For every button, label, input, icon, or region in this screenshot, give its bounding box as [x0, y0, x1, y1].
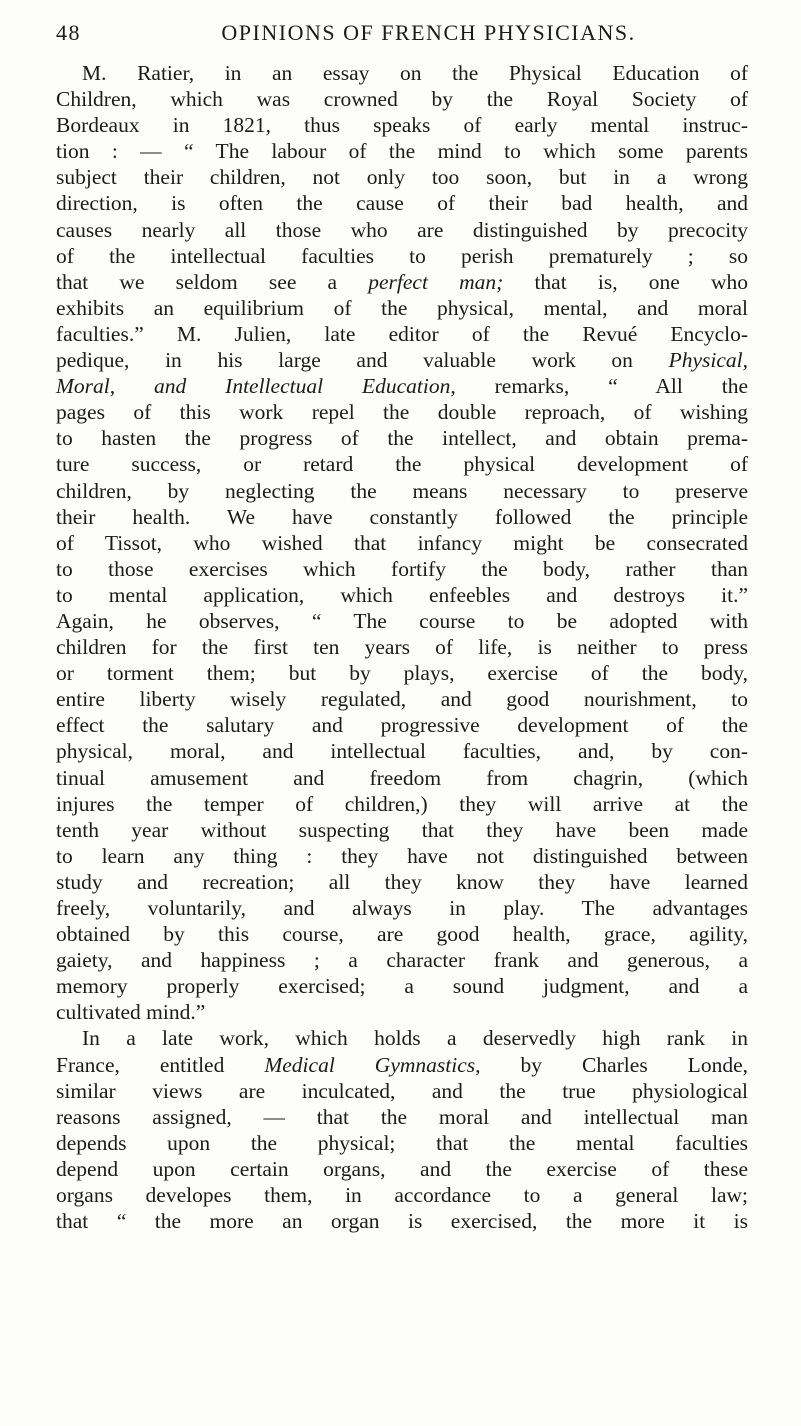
text-line: to hasten the progress of the intellect, and obtain prema- [56, 426, 748, 451]
text-line: study and recreation; all they know they have learned [56, 869, 748, 894]
text-line: faculties.” M. Julien, late editor of the Revué Encyclo- [56, 321, 748, 346]
page-header [56, 20, 745, 52]
text-line: tenth year without suspecting that they have been made [56, 817, 748, 842]
text-line: that “ the more an organ is exercised, the more it is [56, 1209, 748, 1234]
text-line: France, entitled Medical Gymnastics, by Charles Londe, [56, 1052, 748, 1077]
text-line: effect the salutary and progressive development of the [56, 713, 748, 738]
text-line: of Tissot, who wished that infancy might be consecrated [56, 530, 748, 555]
text-line: direction, is often the cause of their bad health, and [56, 191, 748, 216]
text-line: injures the temper of children,) they will arrive at the [56, 791, 748, 816]
text-line: of the intellectual faculties to perish prematurely ; so [56, 243, 748, 268]
text-line: or torment them; but by plays, exercise of the body, [56, 661, 748, 686]
text-line: freely, voluntarily, and always in play. The advantages [56, 896, 748, 920]
text-line: Moral, and Intellectual Education, remarks, “ All the [56, 374, 749, 399]
text-line: exhibits an equilibrium of the physical, mental, and moral [56, 295, 748, 320]
text-line: cultivated mind.” [56, 1000, 206, 1025]
text-line: depends upon the physical; that the mental faculties [56, 1130, 748, 1155]
text-line: M. Ratier, in an essay on the Physical Education of [82, 61, 748, 85]
text-line: to learn any thing : they have not distinguished between [56, 843, 748, 868]
text-line: depend upon certain organs, and the exercise of these [56, 1156, 748, 1181]
text-line: their health. We have constantly followed the principle [56, 504, 748, 529]
running-title: OPINIONS OF FRENCH PHYSICIANS. [221, 20, 636, 45]
text-line: to mental application, which enfeebles and destroys it.” [56, 582, 748, 607]
text-line: subject their children, not only too soon, but in a wrong [56, 165, 748, 190]
text-line: tinual amusement and freedom from chagrin, (which [56, 765, 748, 790]
text-line: tion : — “ The labour of the mind to which some parents [56, 139, 748, 164]
text-line: children for the first ten years of life, is neither to press [56, 635, 748, 660]
text-line: memory properly exercised; a sound judgment, and a [56, 974, 748, 999]
text-line: pedique, in his large and valuable work on Physical, [56, 348, 748, 373]
page-number: 48 [56, 20, 81, 45]
text-line: In a late work, which holds a deservedly high rank in [82, 1026, 748, 1051]
text-line: organs developes them, in accordance to a general law; [56, 1183, 748, 1208]
text-line: similar views are inculcated, and the true physiological [56, 1078, 748, 1103]
text-line: reasons assigned, — that the moral and intellectual man [56, 1104, 748, 1129]
text-line: causes nearly all those who are distinguished by precocity [56, 217, 748, 242]
text-line: that we seldom see a perfect man; that is, one who [56, 269, 748, 294]
text-line: obtained by this course, are good health, grace, agility, [56, 922, 748, 947]
text-line: to those exercises which fortify the body, rather than [56, 556, 748, 581]
text-line: Bordeaux in 1821, thus speaks of early mental instruc- [56, 113, 748, 138]
text-line: Again, he observes, “ The course to be adopted with [56, 608, 748, 633]
text-line: physical, moral, and intellectual faculties, and, by con- [56, 739, 748, 764]
text-line: ture success, or retard the physical development of [56, 452, 748, 477]
text-line: entire liberty wisely regulated, and good nourishment, to [56, 687, 748, 712]
text-line: pages of this work repel the double reproach, of wishing [56, 400, 748, 425]
text-line: gaiety, and happiness ; a character frank and generous, a [56, 948, 748, 973]
text-line: Children, which was crowned by the Royal Society of [56, 87, 748, 112]
text-line: children, by neglecting the means necessary to preserve [56, 478, 748, 503]
body-text [56, 60, 748, 1234]
